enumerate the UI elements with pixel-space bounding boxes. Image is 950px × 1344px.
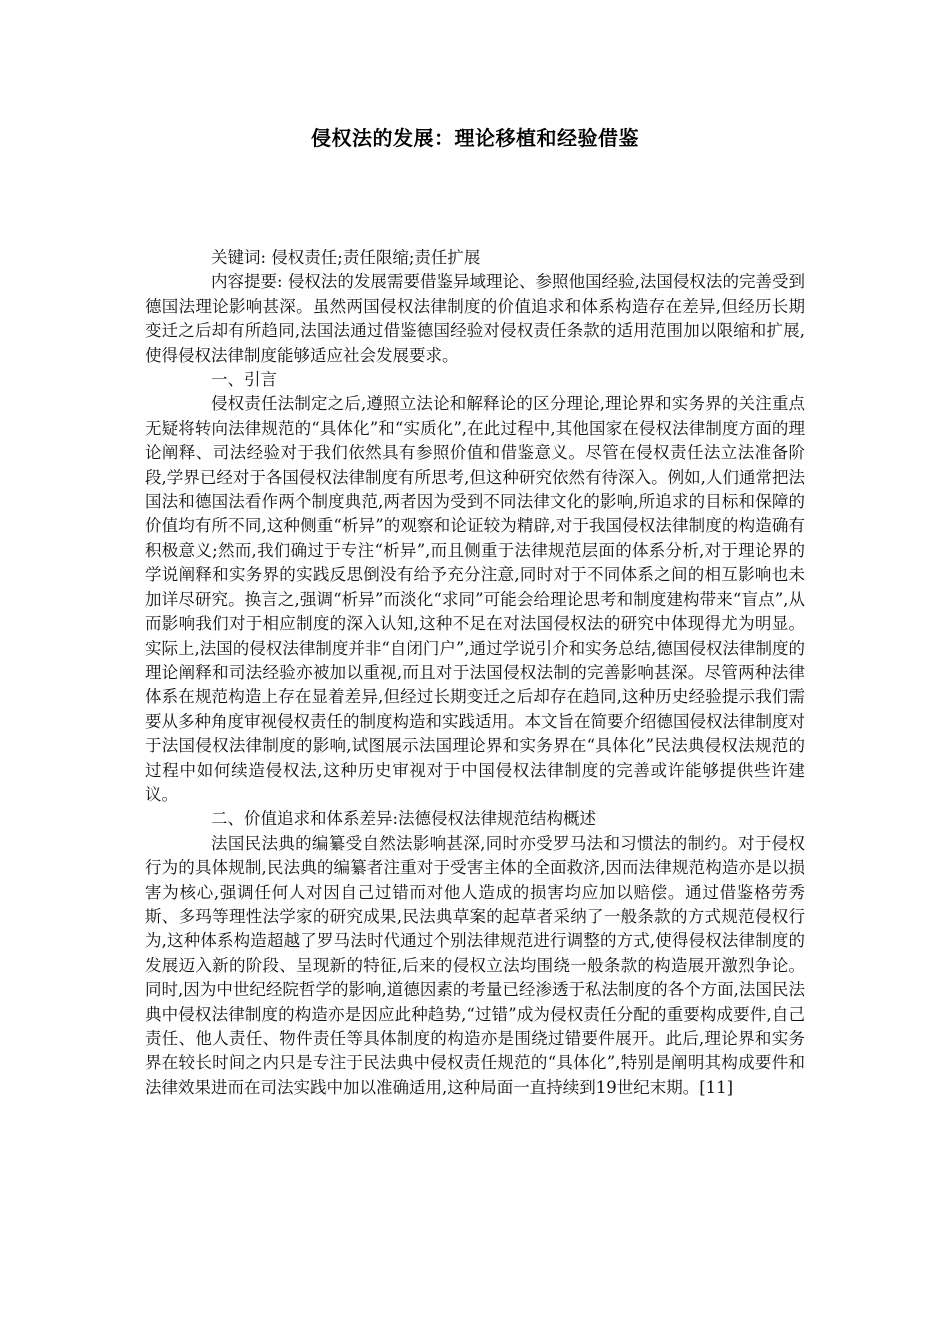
introduction-paragraph: 侵权责任法制定之后,遵照立法论和解释论的区分理论,理论界和实务界的关注重点无疑将转向法律规范的“具体化”和“实质化”,在此过程中,其他国家在侵权法律制度方面的理论阐释、司法经验对于我们依然具有参照价值和借鉴意义。尽管在侵权责任法立法准备阶段,学界已经对于各国侵权法律制度有所思考,但这种研究依然有待深入。例如,人们通常把法国法和德国法看作两个制度典范,两者因为受到不同法律文化的影响,所追求的目标和保障的价值均有所不同,这种侧重“析异”的观察和论证较为精辟,对于我国侵权法律制度的构造确有积极意义;然而,我们确过于专注“析异”,而且侧重于法律规范层面的体系分析,对于理论界的学说阐释和实务界的实践反思倒没有给予充分注意,同时对于不同体系之间的相互影响也未加详尽研究。换言之,强调“析异”而淡化“求同”可能会给理论思考和制度建构带来“盲点”,从而影响我们对于相应制度的深入认知,这种不足在对法国侵权法的研究中体现得尤为明显。实际上,法国的侵权法律制度并非“自闭门户”,通过学说引介和实务总结,德国侵权法律制度的理论阐释和司法经验亦被加以重视,而且对于法国侵权法制的完善影响甚深。尽管两种法律体系在规范构造上存在显着差异,但经过长期变迁之后却存在趋同,这种历史经验提示我们需要从多种角度审视侵权责任的制度构造和实践适用。本文旨在简要介绍德国侵权法律制度对于法国侵权法律制度的影响,试图展示法国理论界和实务界在“具体化”民法典侵权法规范的过程中如何续造侵权法,这种历史审视对于中国侵权法律制度的完善或许能够提供些许建议。 xyxy=(145,394,805,804)
abstract-paragraph: 内容提要: 侵权法的发展需要借鉴异域理论、参照他国经验,法国侵权法的完善受到德国法理论影响甚深。虽然两国侵权法律制度的价值追求和体系构造存在差异,但经历长期变迁之后却有所趋同,法国法通过借鉴德国经验对侵权责任条款的适用范围加以限缩和扩展,使得侵权法律制度能够适应社会发展要求。 xyxy=(145,272,805,365)
document-body xyxy=(145,246,805,1100)
section-heading-value-and-system: 二、价值追求和体系差异:法德侵权法律规范结构概述 xyxy=(211,809,597,829)
section-heading-introduction: 一、引言 xyxy=(211,370,277,390)
french-civil-code-paragraph: 法国民法典的编纂受自然法影响甚深,同时亦受罗马法和习惯法的制约。对于侵权行为的具体规制,民法典的编纂者注重对于受害主体的全面救济,因而法律规范构造亦是以损害为核心,强调任何人对因自己过错而对他人造成的损害均应加以赔偿。通过借鉴格劳秀斯、多玛等理性法学家的研究成果,民法典草案的起草者采纳了一般条款的方式规范侵权行为,这种体系构造超越了罗马法时代通过个别法律规范进行调整的方式,使得侵权法律制度的发展迈入新的阶段、呈现新的特征,后来的侵权立法均围绕一般条款的构造展开激烈争论。同时,因为中世纪经院哲学的影响,道德因素的考量已经渗透于私法制度的各个方面,法国民法典中侵权法律制度的构造亦是因应此种趋势,“过错”成为侵权责任分配的重要构成要件,自己责任、他人责任、物件责任等具体制度的构造亦是围绕过错要件展开。此后,理论界和实务界在较长时间之内只是专注于民法典中侵权责任规范的“具体化”,特别是阐明其构成要件和法律效果进而在司法实践中加以准确适用,这种局面一直持续到19世纪末期。[11] xyxy=(145,833,805,1097)
document-title: 侵权法的发展：理论移植和经验借鉴 xyxy=(311,126,639,150)
keywords-line: 关键词: 侵权责任;责任限缩;责任扩展 xyxy=(211,248,481,267)
